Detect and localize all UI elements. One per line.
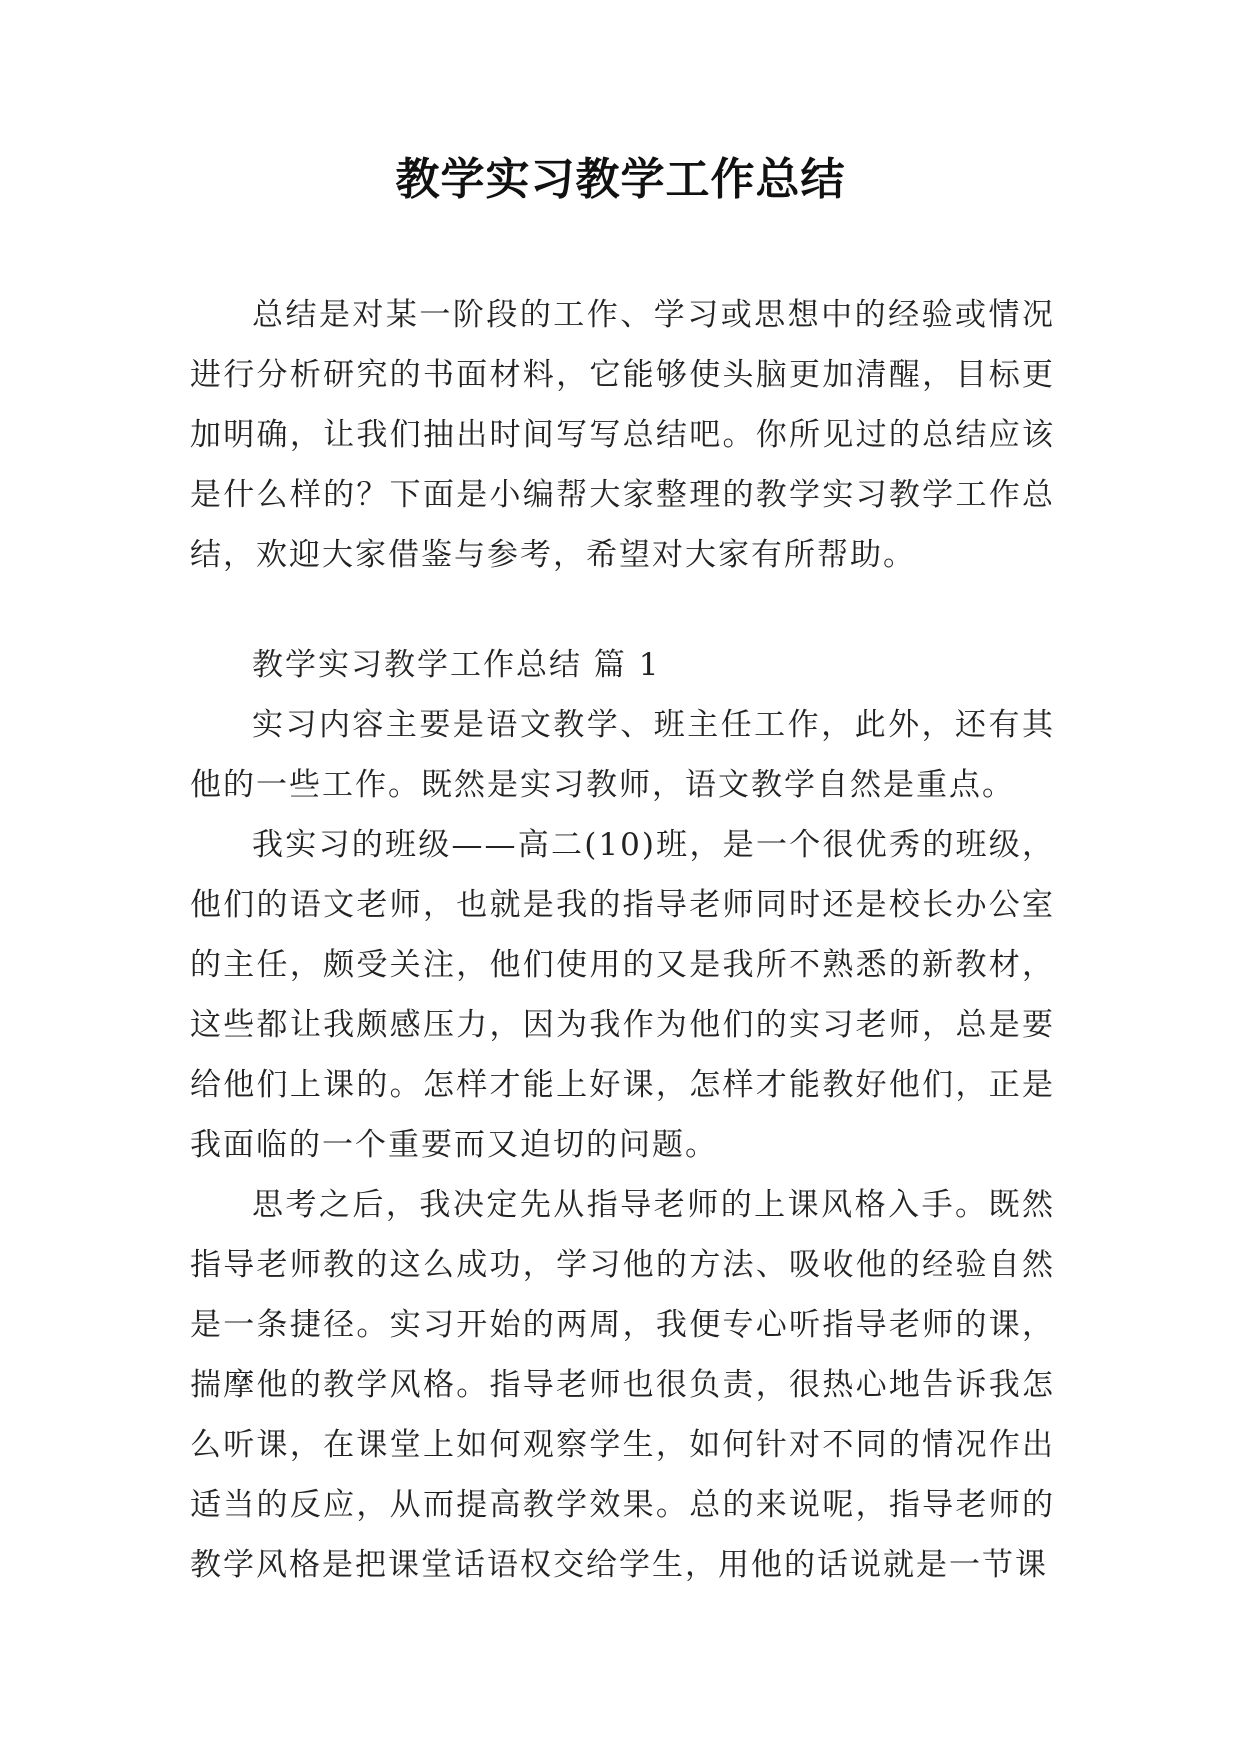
document-title: 教学实习教学工作总结 <box>395 154 846 205</box>
intro-paragraph: 总结是对某一阶段的工作、学习或思想中的经验或情况进行分析研究的书面材料，它能够使头脑更加清醒，目标更加明确，让我们抽出时间写写总结吧。你所见过的总结应该是什么样的？下面是小编帮大家整理的教学实习教学工作总结，欢迎大家借鉴与参考，希望对大家有所帮助。 <box>190 297 1055 573</box>
body-paragraph-3: 思考之后，我决定先从指导老师的上课风格入手。既然指导老师教的这么成功，学习他的方法、吸收他的经验自然是一条捷径。实习开始的两周，我便专心听指导老师的课，揣摩他的教学风格。指导老师也很负责，很热心地告诉我怎么听课，在课堂上如何观察学生，如何针对不同的情况作出适当的反应，从而提高教学效果。总的来说呢，指导老师的教学风格是把课堂话语权交给学生，用他的话说就是一节课 <box>190 1187 1055 1583</box>
article-section <box>190 635 1055 1595</box>
intro-section <box>190 285 1055 585</box>
body-paragraph-1: 实习内容主要是语文教学、班主任工作，此外，还有其他的一些工作。既然是实习教师，语文教学自然是重点。 <box>190 707 1055 803</box>
body-paragraph-2: 我实习的班级——高二(10)班，是一个很优秀的班级，他们的语文老师，也就是我的指导老师同时还是校长办公室的主任，颇受关注，他们使用的又是我所不熟悉的新教材，这些都让我颇感压力，因为我作为他们的实习老师，总是要给他们上课的。怎样才能上好课，怎样才能教好他们，正是我面临的一个重要而又迫切的问题。 <box>190 827 1055 1163</box>
section-heading: 教学实习教学工作总结 篇 1 <box>252 647 661 683</box>
